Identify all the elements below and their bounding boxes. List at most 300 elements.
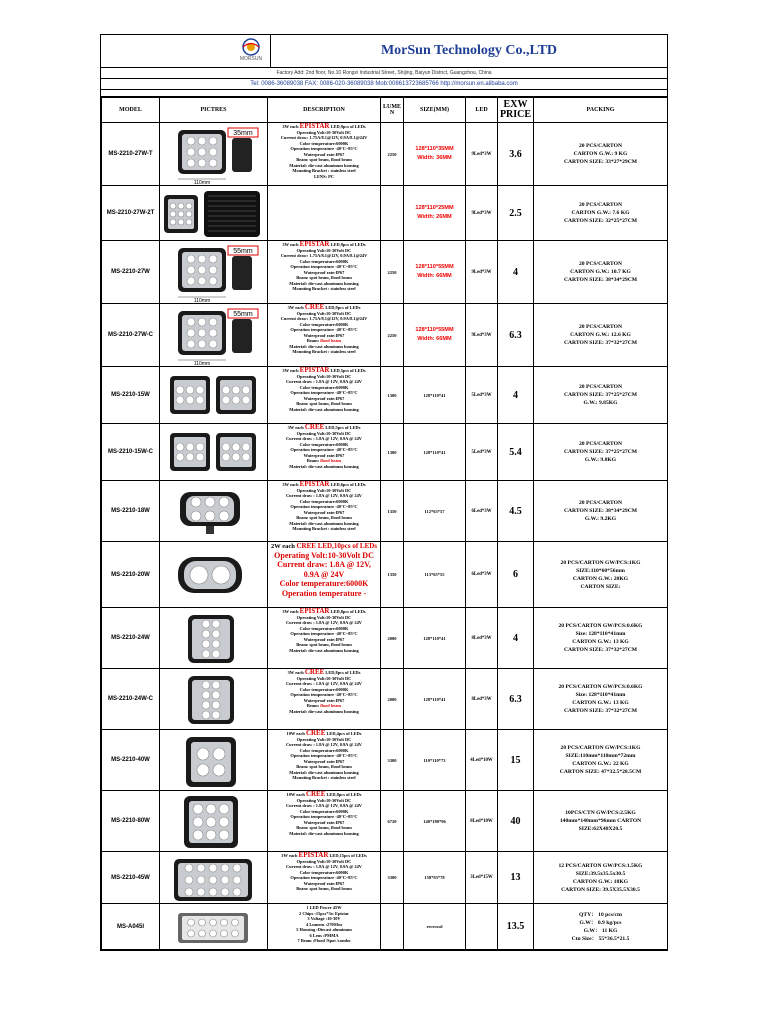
led-brand: CREE xyxy=(304,303,325,311)
spec-text: Waterproof rate:IP67 xyxy=(303,452,345,458)
led-cell xyxy=(466,241,498,304)
led-chip-icon xyxy=(222,386,230,394)
led-chip-icon xyxy=(197,864,205,872)
led-chip-icon xyxy=(191,511,201,521)
led-chip-icon xyxy=(176,443,184,451)
led-chip-icon xyxy=(219,804,229,814)
led-chip-icon xyxy=(210,919,217,926)
header-size: SIZE(MM) xyxy=(404,98,466,123)
packing-cell xyxy=(534,669,668,730)
led-cell xyxy=(466,542,498,608)
spec-text: LENS: PC xyxy=(314,173,334,179)
packing-cell xyxy=(534,481,668,542)
spec-text: Beam: spot beam, flood beam xyxy=(296,515,352,520)
packing-text: G.W.: 9.85KG xyxy=(583,400,618,406)
spec-text: Operation temperature -40°C~85°C xyxy=(290,875,358,880)
led-chip-icon xyxy=(186,211,192,217)
led-chip-icon xyxy=(178,211,184,217)
size-value: Width: 26MM xyxy=(417,214,452,220)
product-photo xyxy=(160,425,266,480)
size-cell xyxy=(404,241,466,304)
led-chip-icon xyxy=(188,919,195,926)
spec-text: Color temperature:6000K xyxy=(299,625,349,631)
led-chip-icon xyxy=(212,630,220,638)
spec-text: Material: die-cast aluminum housing xyxy=(289,769,359,775)
packing-line xyxy=(534,507,667,515)
led-config: 9Led*3W xyxy=(471,332,492,338)
packing-text: CARTON SIZE: 37*32*27CM xyxy=(563,647,638,653)
packing-text: CARTON G.W.: 13 KG xyxy=(572,639,629,645)
packing-text: SIZE:39.5x35.5x30.5 xyxy=(575,870,626,877)
spec-highlight: Color temperature:6000K xyxy=(279,579,369,588)
led-chip-icon xyxy=(221,864,229,872)
packing-line xyxy=(534,440,667,448)
led-config: 5Led*3W xyxy=(471,392,492,398)
spec-text: Color temperature:6000K xyxy=(299,498,349,504)
spec-text: Color temperature:6000K xyxy=(299,140,349,146)
table-row xyxy=(102,904,668,950)
led-chip-icon xyxy=(212,701,220,709)
lumen-value: 2250 xyxy=(387,151,397,157)
packing-text: 12 PCS/CARTON GW/PCS:1.5KG xyxy=(558,862,643,869)
spec-text: Operation temperature -40°C~85°C xyxy=(290,631,358,636)
size-value: 140*180*96 xyxy=(423,818,446,824)
lumen-value: 1350 xyxy=(387,508,397,514)
spec-text: Color temperature:6000K xyxy=(299,686,349,692)
lumen-value: 1300 xyxy=(387,449,397,455)
packing-text: CARTON SIZE: 37*32*27CM xyxy=(563,340,638,346)
spec-text: Waterproof rate:IP67 xyxy=(303,697,345,703)
product-photo xyxy=(160,242,266,303)
led-chip-icon xyxy=(232,443,240,451)
led-chip-icon xyxy=(187,159,195,167)
price-cell xyxy=(498,904,534,950)
packing-line xyxy=(534,201,667,209)
lumen-value: 1300 xyxy=(387,392,397,398)
spec-text: 2W each xyxy=(270,543,297,550)
lamp-body-icon xyxy=(204,191,260,237)
packing-text: CARTON SIZE: 37*32*27CM xyxy=(563,708,638,714)
packing-text: 20 PCS/CARTON xyxy=(578,384,623,390)
price-cell xyxy=(498,791,534,852)
size-cell xyxy=(404,730,466,791)
description-cell xyxy=(268,367,381,424)
spec-text: 3W each xyxy=(287,670,305,675)
spec-text: Waterproof rate:IP67 xyxy=(303,819,345,825)
spec-line xyxy=(268,407,380,413)
packing-line xyxy=(534,622,667,630)
lumen-value: 2250 xyxy=(387,269,397,275)
spec-text: LED,15pcs of LEDs xyxy=(328,853,367,858)
packing-text: 20 PCS/CARTON xyxy=(578,500,623,506)
spec-text: Operating Volt:10-30Volt DC xyxy=(296,129,352,135)
spec-text: Material: die-cast aluminum housing xyxy=(289,463,359,469)
led-chip-icon xyxy=(198,159,206,167)
led-config: 4Led*10W xyxy=(470,757,493,763)
spec-line xyxy=(268,526,380,532)
led-chip-icon xyxy=(219,817,229,827)
size-cell xyxy=(404,123,466,186)
description-cell xyxy=(268,424,381,481)
led-chip-icon xyxy=(221,876,229,884)
picture-cell xyxy=(160,542,268,608)
spec-text: 10W each xyxy=(286,792,306,797)
led-chip-icon xyxy=(202,650,210,658)
spec-text: 6 Lens :PMMA xyxy=(309,932,339,938)
led-chip-icon xyxy=(242,443,250,451)
packing-line xyxy=(534,691,667,699)
size-value: Width: 36MM xyxy=(417,155,452,161)
company-contact: Tel: 0086-36089038 FAX: 0086-020-36089038 Mob:008613723685766 http://morsun.en.alibaba.com xyxy=(101,79,667,90)
table-row xyxy=(102,367,668,424)
size-cell xyxy=(404,367,466,424)
spec-line xyxy=(268,775,380,781)
size-line xyxy=(404,924,465,929)
packing-text: 20 PCS/CARTON xyxy=(578,261,623,267)
model-cell xyxy=(102,481,160,542)
packing-text: 20 PCS/CARTON GW/PCS:1KG xyxy=(560,559,641,566)
header-description: DESCRIPTION xyxy=(268,98,381,123)
spec-text: 3W each xyxy=(282,124,300,129)
led-config: 6Led*3W xyxy=(471,572,492,577)
led-chip-icon xyxy=(185,864,193,872)
spec-text: 3W each xyxy=(287,305,305,310)
packing-text: 20 PCS/CARTON GW/PCS:1KG xyxy=(560,745,641,751)
led-chip-icon xyxy=(219,511,229,521)
header-model: MODEL xyxy=(102,98,160,123)
spec-text: LED,8pcs of LEDs xyxy=(325,792,362,797)
spec-text: Waterproof rate:IP67 xyxy=(303,636,345,642)
led-brand: EPISTAR xyxy=(299,480,330,488)
spec-line xyxy=(268,589,380,599)
packing-text: CARTON SIZE: 33*27*29CM xyxy=(563,159,638,165)
packing-line xyxy=(534,744,667,752)
packing-cell xyxy=(534,608,668,669)
led-chip-icon xyxy=(202,711,210,719)
model-cell xyxy=(102,241,160,304)
model-cell xyxy=(102,608,160,669)
product-photo xyxy=(160,670,266,729)
spec-line xyxy=(268,938,380,944)
picture-cell xyxy=(160,304,268,367)
packing-line xyxy=(534,768,667,776)
led-chip-icon xyxy=(176,386,184,394)
packing-line xyxy=(534,499,667,507)
led-chip-icon xyxy=(213,748,225,760)
spec-text: 3W each xyxy=(282,482,300,487)
led-chip-icon xyxy=(213,764,225,776)
led-chip-icon xyxy=(202,681,210,689)
led-chip-icon xyxy=(242,396,250,404)
description-cell xyxy=(268,304,381,367)
width-label: 110mm xyxy=(193,179,211,185)
model-cell xyxy=(102,186,160,241)
led-chip-icon xyxy=(190,566,208,584)
spec-highlight: Operating Volt:10-30Volt DC xyxy=(274,550,374,560)
size-value: 128*110*41 xyxy=(423,449,446,455)
spec-text: Color temperature:6000K xyxy=(299,441,349,447)
packing-line xyxy=(534,158,667,166)
product-photo xyxy=(160,792,266,851)
packing-line xyxy=(534,399,667,407)
packing-line xyxy=(534,268,667,276)
spec-text: Current draw : 1.8A @ 12V, 0.9A @ 24V xyxy=(286,379,362,384)
packing-cell xyxy=(534,241,668,304)
led-chip-icon xyxy=(202,701,210,709)
spec-text: 10W each xyxy=(286,731,306,736)
led-chip-icon xyxy=(212,566,230,584)
logo-cell xyxy=(101,35,271,67)
logo-text: MORSUN xyxy=(239,56,263,62)
packing-text: CARTON G.W.: 18KG xyxy=(572,878,629,885)
size-value: 128*110*41 xyxy=(423,392,446,398)
led-chip-icon xyxy=(193,830,203,840)
lumen-cell xyxy=(381,123,404,186)
packing-text: CARTON SIZE: 38*34*29CM xyxy=(563,508,638,514)
description-cell xyxy=(268,481,381,542)
size-value: Width: 66MM xyxy=(417,336,452,342)
spec-text: Current draw : 1.8A @ 12V, 0.9A @ 24V xyxy=(286,681,362,686)
description-cell xyxy=(268,123,381,186)
depth-label: 55mm xyxy=(233,247,253,255)
exw-price: 15 xyxy=(510,754,521,766)
size-line xyxy=(404,697,465,702)
depth-label: 35mm xyxy=(233,129,253,137)
spec-text: Current draw: 1.75A/8.1@12V, 0.9A/8.1@24V xyxy=(280,316,368,321)
picture-cell xyxy=(160,608,268,669)
spec-text: Material: die-cast aluminum housing xyxy=(289,708,359,714)
led-chip-icon xyxy=(198,148,206,156)
led-chip-icon xyxy=(232,930,239,937)
lumen-cell xyxy=(381,608,404,669)
spec-text: 1 LED Power 45W xyxy=(306,905,342,910)
spec-text: Color temperature:6000K xyxy=(299,808,349,814)
packing-text: CARTON SIZE: 37*25*27CM xyxy=(563,449,638,455)
exw-price: 4 xyxy=(513,389,518,401)
led-chip-icon xyxy=(196,453,204,461)
led-brand: CREE xyxy=(304,668,325,676)
led-chip-icon xyxy=(222,453,230,461)
led-chip-icon xyxy=(222,443,230,451)
spec-text: 4 Lumens :2700/lm xyxy=(306,921,342,927)
exw-price: 2.5 xyxy=(509,207,522,219)
led-chip-icon xyxy=(186,396,194,404)
packing-text: 20 PCS/CARTON GW/PCS:0.6KG xyxy=(558,684,643,690)
led-cell xyxy=(466,186,498,241)
led-chip-icon xyxy=(170,203,176,209)
lumen-cell xyxy=(381,186,404,241)
led-chip-icon xyxy=(178,203,184,209)
spec-text: Beam: spot beam, flood beam xyxy=(296,764,352,769)
led-chip-icon xyxy=(209,888,217,896)
led-chip-icon xyxy=(187,137,195,145)
table-row xyxy=(102,304,668,367)
spec-text: Beam: xyxy=(306,338,321,343)
spec-highlight: Operation temperature - xyxy=(281,588,367,598)
spec-text: 7 Beam :Flood /Spot /combo xyxy=(297,938,351,943)
spec-text: Current draw : 1.8A @ 12V, 0.9A @ 24V xyxy=(286,803,362,808)
exw-price: 13.5 xyxy=(506,921,525,932)
led-chip-icon xyxy=(186,219,192,225)
product-photo xyxy=(160,124,266,185)
packing-text: CARTON SIZE: xyxy=(580,583,621,590)
led-chip-icon xyxy=(242,386,250,394)
company-name: MorSun Technology Co.,LTD xyxy=(380,43,558,58)
spec-text: 3W each xyxy=(281,853,299,858)
size-cell xyxy=(404,481,466,542)
spec-line xyxy=(268,543,380,551)
packing-line xyxy=(534,515,667,523)
price-cell xyxy=(498,730,534,791)
led-chip-icon xyxy=(187,148,195,156)
led-chip-icon xyxy=(178,219,184,225)
packing-line xyxy=(534,391,667,399)
table-row xyxy=(102,542,668,608)
size-value: 113*65*55 xyxy=(424,572,445,577)
lumen-cell xyxy=(381,669,404,730)
spec-text: Operation temperature -40°C~85°C xyxy=(290,327,358,332)
price-cell xyxy=(498,304,534,367)
packing-line xyxy=(534,583,667,591)
picture-cell xyxy=(160,186,268,241)
description-cell xyxy=(268,186,381,241)
model-number: MS-2210-20W xyxy=(111,571,150,578)
spec-text: LED,4pcs of LEDs xyxy=(325,731,362,736)
price-cell xyxy=(498,123,534,186)
led-chip-icon xyxy=(221,919,228,926)
packing-text: CARTON G.W.: 12.6 KG xyxy=(570,332,631,338)
lumen-cell xyxy=(381,367,404,424)
exw-price: 5.4 xyxy=(509,446,522,458)
model-number: MS-A045I xyxy=(116,923,144,930)
packing-text: CARTON G.W.: 10.7 KG xyxy=(570,269,631,275)
size-line xyxy=(404,213,465,222)
model-cell xyxy=(102,669,160,730)
led-chip-icon xyxy=(212,681,220,689)
model-cell xyxy=(102,367,160,424)
lumen-value: 3300 xyxy=(387,757,397,763)
picture-cell xyxy=(160,241,268,304)
led-chip-icon xyxy=(196,443,204,451)
spec-text: Waterproof rate:IP67 xyxy=(303,395,345,401)
product-photo xyxy=(160,368,266,423)
packing-line xyxy=(534,646,667,654)
led-chip-icon xyxy=(233,876,241,884)
lumen-cell xyxy=(381,424,404,481)
picture-cell xyxy=(160,730,268,791)
size-line xyxy=(404,204,465,213)
led-chip-icon xyxy=(210,930,217,937)
spec-text: 3W each xyxy=(287,425,305,430)
spec-text: Waterproof rate:IP67 xyxy=(303,269,345,275)
packing-cell xyxy=(534,424,668,481)
size-line xyxy=(404,572,465,577)
led-cell xyxy=(466,791,498,852)
led-chip-icon xyxy=(198,255,206,263)
size-value: 128*110*25MM xyxy=(415,205,454,211)
model-cell xyxy=(102,852,160,904)
led-chip-icon xyxy=(197,764,209,776)
model-number: MS-2210-27W xyxy=(111,269,150,275)
lumen-value: 1350 xyxy=(387,572,397,577)
led-chip-icon xyxy=(187,340,195,348)
spec-text: LED,5pcs of LEDs xyxy=(329,368,366,373)
model-cell xyxy=(102,904,160,950)
packing-text: SIZE:62X48X20.5 xyxy=(578,826,623,832)
packing-line xyxy=(534,142,667,150)
lumen-value: 6720 xyxy=(387,818,397,824)
spec-text: 5 Housing :Diecast aluminum xyxy=(296,927,352,932)
spec-text: Operation temperature -40°C~85°C xyxy=(290,504,358,509)
spec-highlight: flood beam xyxy=(320,338,342,343)
description-cell xyxy=(268,791,381,852)
packing-cell xyxy=(534,186,668,241)
exw-price: 4.5 xyxy=(509,505,522,517)
spec-text: Mounting Bracket : stainless steel xyxy=(292,168,356,173)
spec-text: Material: die-cast aluminum housing xyxy=(289,520,359,526)
exw-price: 13 xyxy=(510,872,521,883)
led-chip-icon xyxy=(197,876,205,884)
table-row xyxy=(102,424,668,481)
model-cell xyxy=(102,123,160,186)
led-config: 8Led*3W xyxy=(471,696,492,702)
size-cell xyxy=(404,304,466,367)
led-chip-icon xyxy=(212,691,220,699)
size-value: 158*93*78 xyxy=(424,875,445,880)
size-line xyxy=(404,819,465,824)
spec-line xyxy=(268,464,380,470)
spec-text: Beam: spot beam, flood beam xyxy=(296,886,352,891)
led-chip-icon xyxy=(170,219,176,225)
spec-highlight: 0.9A @ 24V xyxy=(303,569,345,579)
spec-text: Material: die-cast aluminum housing xyxy=(289,280,359,286)
packing-text: G.W.: 9.8KG xyxy=(584,457,617,463)
description-cell xyxy=(268,241,381,304)
spec-line xyxy=(268,579,380,589)
spec-line xyxy=(268,648,380,654)
led-config: 3Led*15W xyxy=(470,875,493,880)
led-brand: EPISTAR xyxy=(299,122,330,130)
led-chip-icon xyxy=(187,266,195,274)
led-brand: EPISTAR xyxy=(299,240,330,248)
size-cell xyxy=(404,904,466,950)
size-cell xyxy=(404,669,466,730)
spec-text: Mounting Bracket : stainless steel xyxy=(292,286,356,291)
spec-text: Operation temperature -40°C~85°C xyxy=(290,753,358,758)
table-row xyxy=(102,791,668,852)
led-chip-icon xyxy=(222,396,230,404)
led-chip-icon xyxy=(198,318,206,326)
table-row xyxy=(102,123,668,186)
packing-line xyxy=(534,276,667,284)
spec-highlight: Current draw: 1.8A @ 12V, xyxy=(277,560,371,569)
spec-text: LED,8pcs of LEDs xyxy=(324,670,361,675)
size-line xyxy=(404,326,465,335)
led-chip-icon xyxy=(193,804,203,814)
spec-text: Mounting Bracket : stainless steel xyxy=(292,775,356,780)
packing-line xyxy=(534,209,667,217)
size-value: 128*110*41 xyxy=(423,635,446,641)
model-number: MS-2210-80W xyxy=(111,818,150,824)
size-line xyxy=(404,263,465,272)
size-line xyxy=(404,636,465,641)
packing-line xyxy=(534,870,667,878)
led-config: 9Led*3W xyxy=(471,210,492,216)
lamp-body-icon xyxy=(232,256,252,290)
product-photo xyxy=(160,305,266,366)
led-brand: CREE xyxy=(304,423,325,431)
spec-line xyxy=(268,551,380,561)
